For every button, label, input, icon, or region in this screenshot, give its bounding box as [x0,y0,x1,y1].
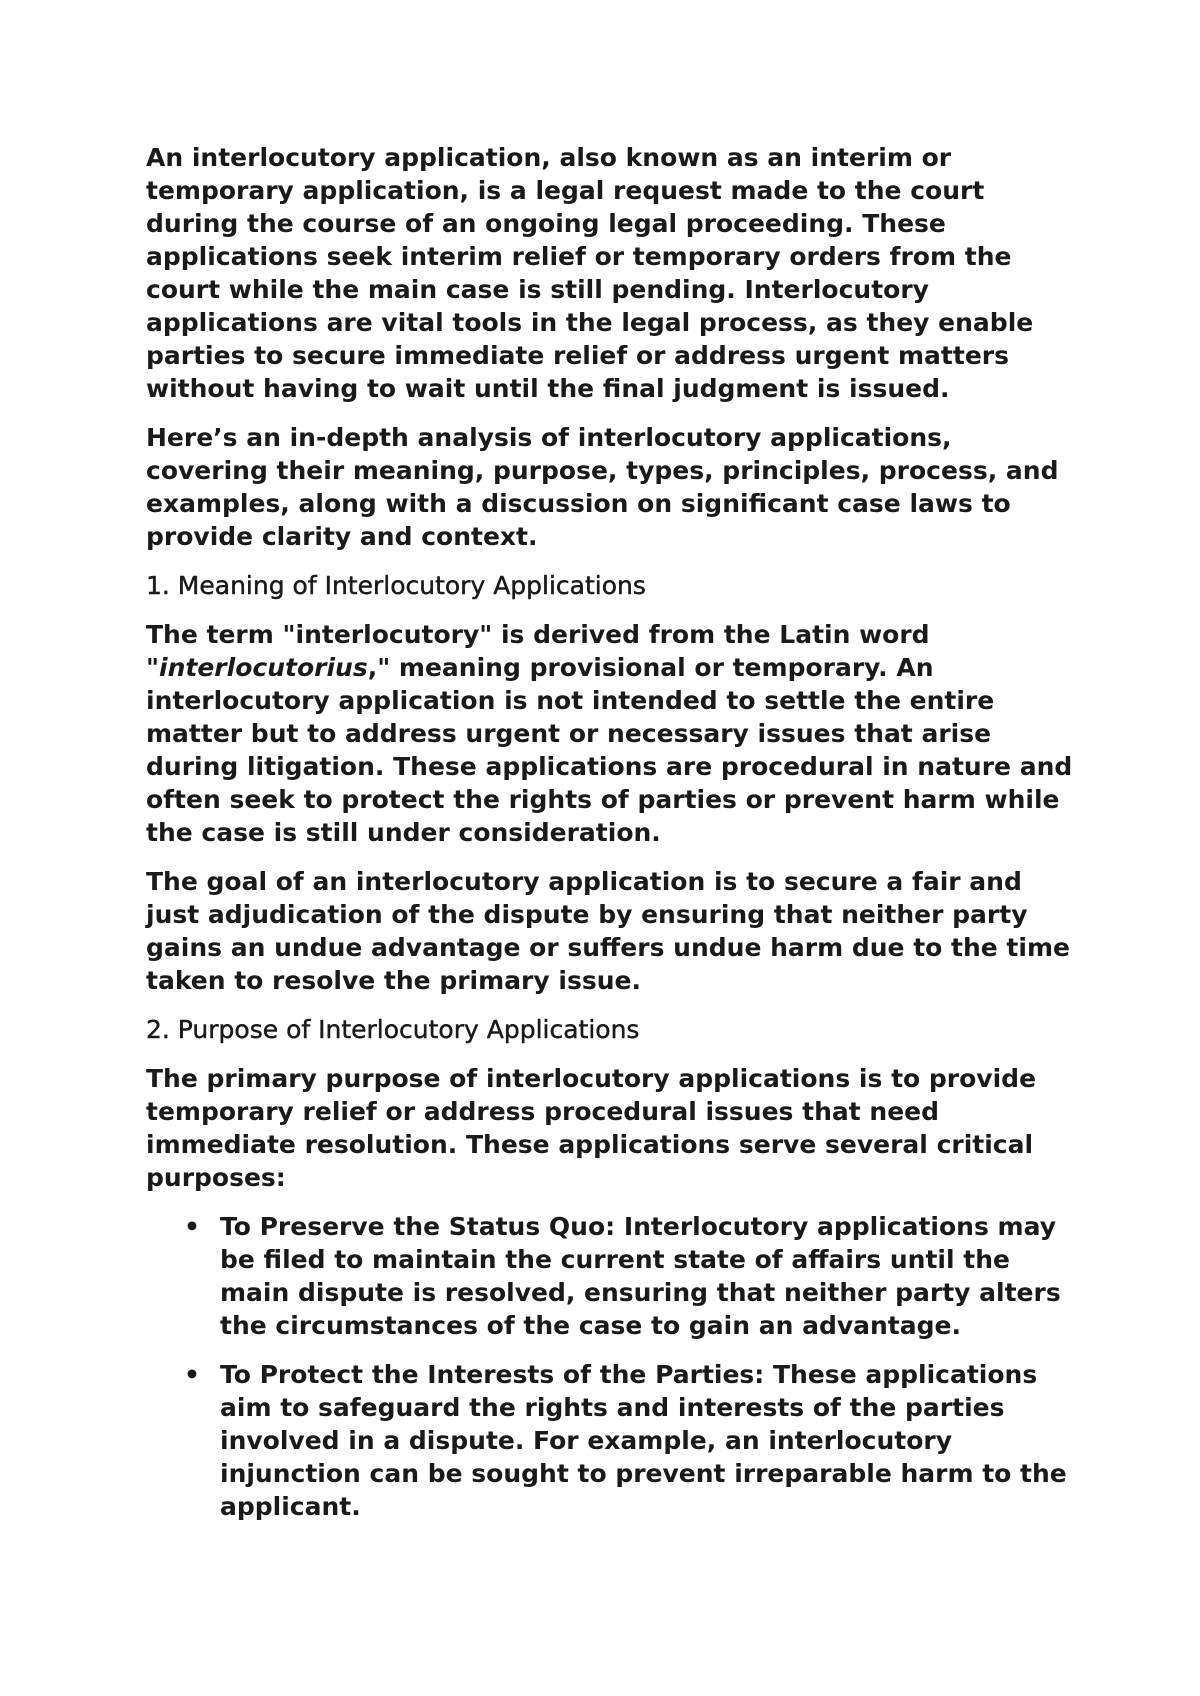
section-1-paragraph-1-end: ," meaning provisional or temporary. An interlocutory application is not intended to settle the entire matter but to address urgent or necessary issues that arise during litigation. These applications are procedural in nature and often seek to protect the rights of parties or prevent harm while the case is still under consideration. [146,653,1073,847]
intro-paragraph-1: An interlocutory application, also known as an interim or temporary application, is a legal request made to the court during the course of an ongoing legal proceeding. These applications seek interim relief or temporary orders from the court while the main case is still pending. Interlocutory applications are vital tools in the legal process, as they enable parties to secure immediate relief or address urgent matters without having to wait until the final judgment is issued. [146,143,1034,403]
section-1-paragraph-1-start: The term "interlocutory" is derived from the Latin word " [146,620,930,682]
purpose-bullet-list [146,1210,1076,1523]
section-2-paragraph-1: The primary purpose of interlocutory applications is to provide temporary relief or address procedural issues that need immediate resolution. These applications serve several critical purposes: [146,1064,1037,1192]
bullet-icon: • [184,1212,200,1241]
list-item-text: To Preserve the Status Quo: Interlocutory applications may be filed to maintain the current state of affairs until the main dispute is resolved, ensuring that neither party alters the circumstances of the case to gain an advantage. [220,1212,1061,1340]
list-item [146,1358,1076,1523]
section-2-heading: 2. Purpose of Interlocutory Applications [146,1015,640,1044]
section-1-paragraph-1 [146,618,1076,849]
bullet-icon: • [184,1360,200,1389]
list-item-text: To Protect the Interests of the Parties: These applications aim to safeguard the rights and interests of the parties involved in a dispute. For example, an interlocutory injunction can be sought to prevent irreparable harm to the applicant. [220,1360,1067,1521]
section-1-paragraph-2: The goal of an interlocutory application is to secure a fair and just adjudication of the dispute by ensuring that neither party gains an undue advantage or suffers undue harm due to the time taken to resolve the primary issue. [146,867,1070,995]
section-1-heading: 1. Meaning of Interlocutory Applications [146,571,646,600]
intro-paragraph-2: Here’s an in-depth analysis of interlocutory applications, covering their meaning, purpose, types, principles, process, and examples, along with a discussion on significant case laws to provide clarity and context. [146,423,1059,551]
document-body [146,141,1076,1539]
latin-term: interlocutorius [159,653,368,682]
list-item [146,1210,1076,1342]
